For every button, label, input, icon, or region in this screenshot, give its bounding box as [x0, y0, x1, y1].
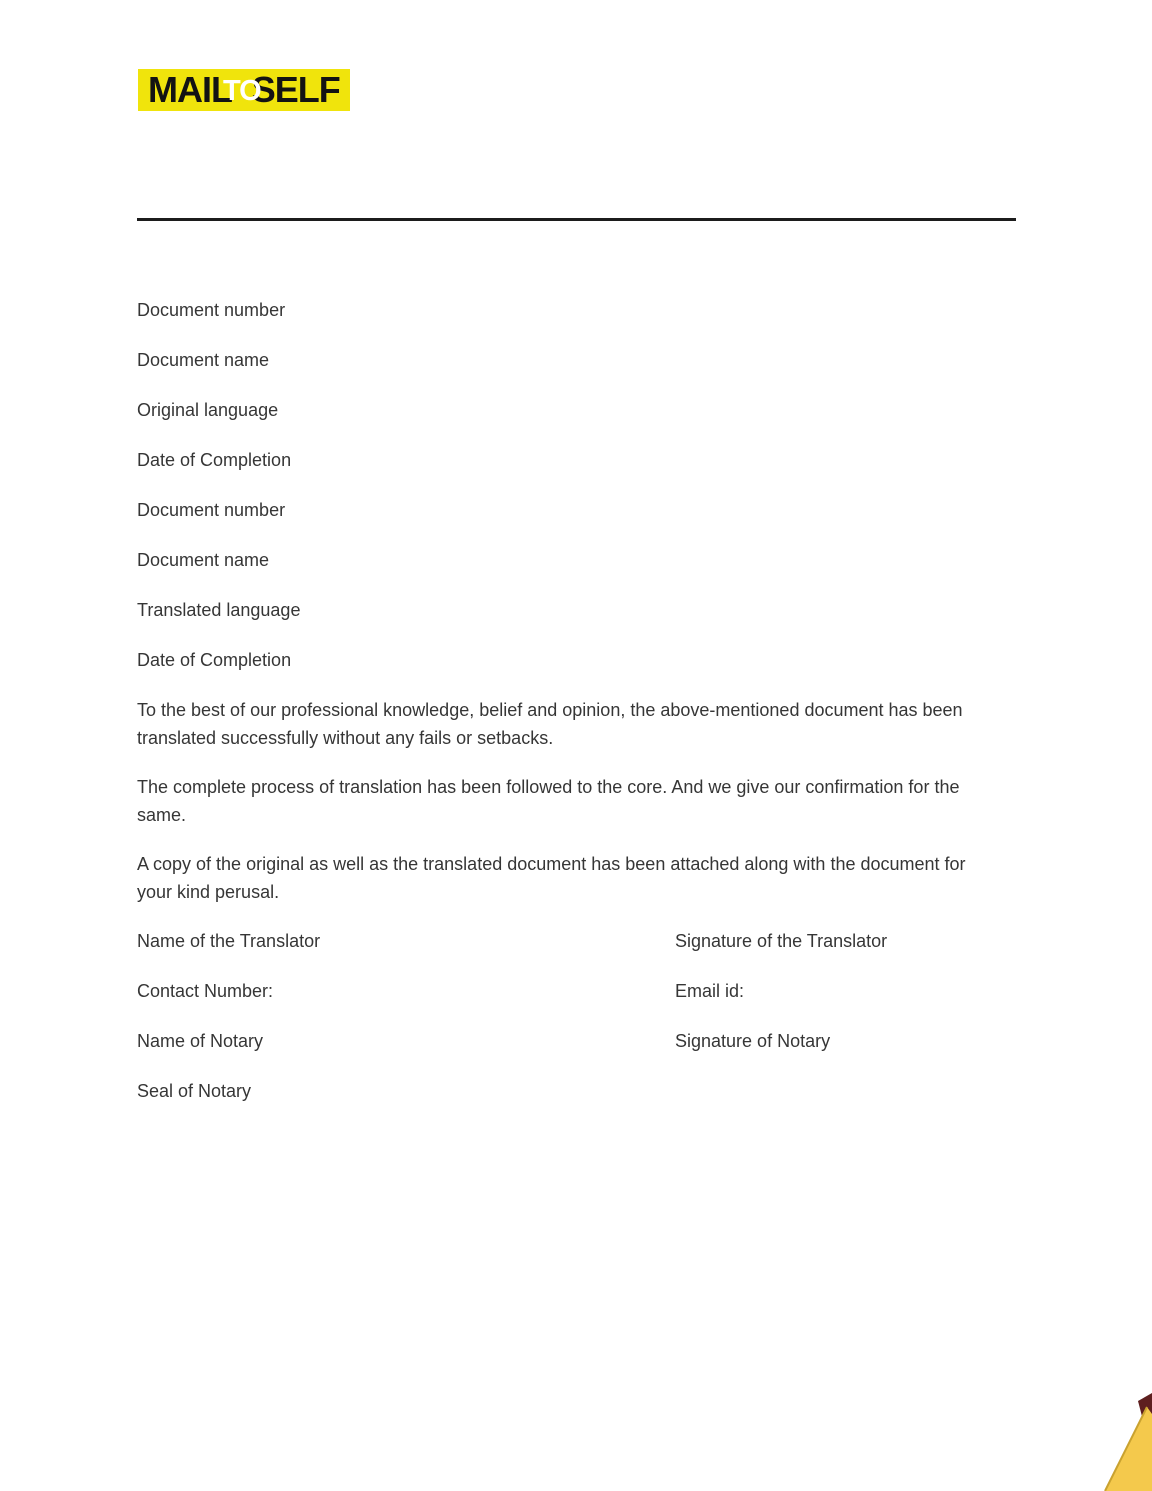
email-id-label: Email id:	[675, 981, 745, 1001]
certificate-body	[137, 296, 997, 1127]
field-label-date-of-completion-original: Date of Completion	[137, 450, 292, 470]
signoff-row-notary-seal	[137, 1077, 997, 1105]
logo-text-mail: MAIL	[148, 69, 232, 110]
field-label-document-number-translated: Document number	[137, 500, 286, 520]
field-label-document-name-original: Document name	[137, 350, 270, 370]
field-label-document-number-original: Document number	[137, 300, 286, 320]
field-label-translated-language: Translated language	[137, 600, 301, 620]
notary-signature-label: Signature of Notary	[675, 1031, 831, 1051]
notary-name-label: Name of Notary	[137, 1031, 264, 1051]
logo-text-self: SELF	[251, 69, 340, 110]
corner-ribbon-decoration-icon	[1092, 1391, 1152, 1491]
paragraph-confirmation: The complete process of translation has been followed to the core. And we give our confirmation for the same.	[137, 777, 960, 825]
notary-seal-label: Seal of Notary	[137, 1081, 252, 1101]
field-label-document-name-translated: Document name	[137, 550, 270, 570]
translator-name-label: Name of the Translator	[137, 931, 321, 951]
field-label-date-of-completion-translated: Date of Completion	[137, 650, 292, 670]
divider-line	[137, 218, 1016, 221]
translator-signature-label: Signature of the Translator	[675, 931, 888, 951]
mail-to-self-logo	[138, 69, 350, 111]
signoff-row-contact	[137, 977, 997, 1005]
signoff-row-translator-name	[137, 927, 997, 955]
logo-text-to: TO	[222, 74, 261, 107]
contact-number-label: Contact Number:	[137, 981, 274, 1001]
paragraph-attachment-note: A copy of the original as well as the translated document has been attached along with the document for your kind perusal.	[137, 854, 966, 902]
paragraph-declaration: To the best of our professional knowledge, belief and opinion, the above-mentioned document has been translated successfully without any fails or setbacks.	[137, 700, 963, 748]
signoff-row-notary-name	[137, 1027, 997, 1055]
notary-seal-empty	[675, 1077, 997, 1105]
field-label-original-language: Original language	[137, 400, 279, 420]
